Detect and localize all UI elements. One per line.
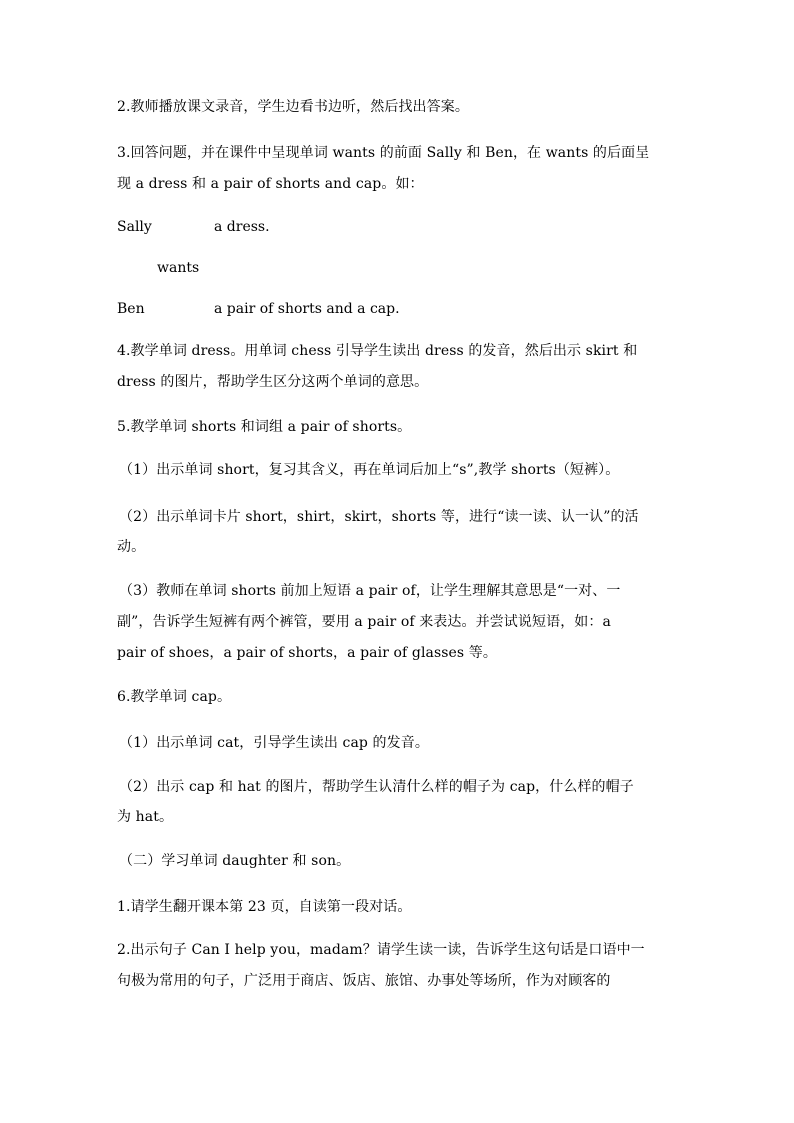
paragraph-line: 为 hat。 bbox=[117, 809, 174, 825]
example-ben: Ben bbox=[117, 301, 145, 317]
paragraph-line: 1.请学生翻开课本第 23 页，自读第一段对话。 bbox=[117, 899, 412, 915]
paragraph-line: 句极为常用的句子，广泛用于商店、饭店、旅馆、办事处等场所，作为对顾客的 bbox=[117, 973, 611, 989]
paragraph-line: 3.回答问题，并在课件中呈现单词 wants 的前面 Sally 和 Ben，在 wants 的后面呈 bbox=[117, 145, 650, 161]
paragraph-line: （二）学习单词 daughter 和 son。 bbox=[119, 853, 351, 869]
paragraph-line: 动。 bbox=[117, 539, 146, 555]
paragraph-line: 2.出示句子 Can I help you，madam？请学生读一读，告诉学生这句话是口语中一 bbox=[117, 942, 645, 958]
paragraph-line: 2.教师播放课文录音，学生边看书边听，然后找出答案。 bbox=[117, 99, 469, 115]
paragraph-line: 4.教学单词 dress。用单词 chess 引导学生读出 dress 的发音，然后出示 skirt 和 bbox=[117, 343, 638, 359]
example-sally-object: a dress. bbox=[214, 219, 270, 235]
paragraph-line: 副”，告诉学生短裤有两个裤管，要用 a pair of 来表达。并尝试说短语，如：a bbox=[117, 614, 611, 630]
paragraph-line: 6.教学单词 cap。 bbox=[117, 689, 232, 705]
paragraph-line: pair of shoes，a pair of shorts，a pair of glasses 等。 bbox=[117, 645, 497, 661]
paragraph-line: （2）出示单词卡片 short，shirt，skirt，shorts 等，进行“读一读、认一认”的活 bbox=[119, 509, 639, 525]
example-wants: wants bbox=[157, 260, 200, 276]
paragraph-line: 现 a dress 和 a pair of shorts and cap。如： bbox=[117, 176, 424, 192]
example-ben-object: a pair of shorts and a cap. bbox=[214, 301, 400, 317]
example-sally: Sally bbox=[117, 219, 152, 235]
paragraph-line: dress 的图片，帮助学生区分这两个单词的意思。 bbox=[117, 374, 429, 390]
paragraph-line: （1）出示单词 short，复习其含义，再在单词后加上“s”,教学 shorts（短裤）。 bbox=[119, 462, 620, 478]
paragraph-line: （3）教师在单词 shorts 前加上短语 a pair of，让学生理解其意思是“一对、一 bbox=[119, 583, 621, 599]
paragraph-line: 5.教学单词 shorts 和词组 a pair of shorts。 bbox=[117, 419, 412, 435]
paragraph-line: （2）出示 cap 和 hat 的图片，帮助学生认清什么样的帽子为 cap，什么样的帽子 bbox=[119, 779, 634, 795]
paragraph-line: （1）出示单词 cat，引导学生读出 cap 的发音。 bbox=[119, 735, 429, 751]
